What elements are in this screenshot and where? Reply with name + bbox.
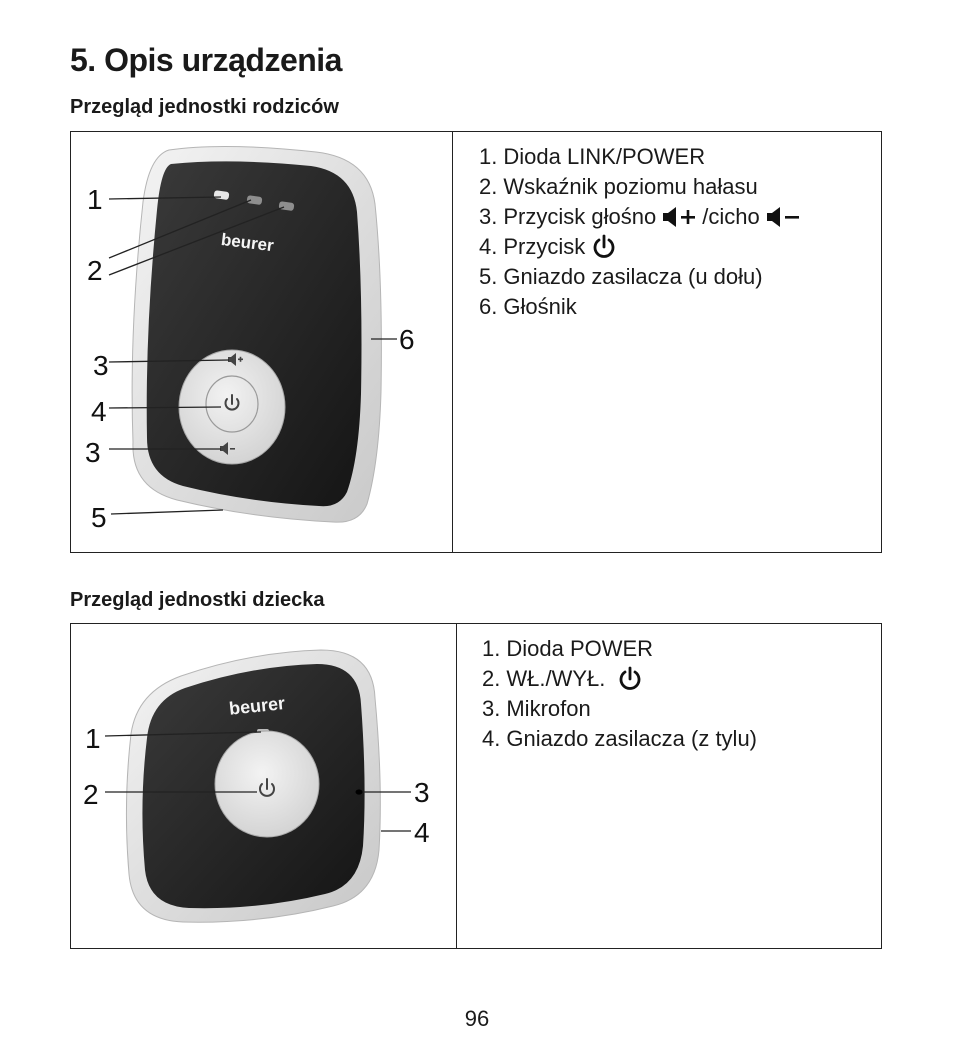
list-item: 5. Gniazdo zasilacza (u dołu): [479, 264, 763, 289]
baby-unit-heading: Przegląd jednostki dziecka: [70, 589, 325, 611]
parent-unit-drawing: [71, 132, 452, 552]
baby-unit-drawing: [71, 624, 456, 948]
parent-callout-4: 4: [91, 396, 107, 427]
parent-callout-2: 2: [87, 255, 103, 286]
parent-brand-logo: beurer: [219, 230, 275, 256]
parent-unit-heading: Przegląd jednostki rodziców: [70, 96, 339, 118]
list-item: 6. Głośnik: [479, 294, 577, 319]
parent-callout-3a: 3: [93, 350, 109, 381]
baby-callout-2: 2: [83, 779, 99, 810]
page-number: 96: [464, 1006, 490, 1031]
baby-unit-illustration: [71, 624, 457, 948]
list-item: 2. Wskaźnik poziomu hałasu: [479, 174, 758, 199]
power-icon: [617, 666, 643, 692]
volume-down-icon: [766, 206, 806, 228]
list-item: 2. WŁ./WYŁ.: [482, 664, 757, 694]
baby-unit-panel: [70, 623, 882, 949]
baby-brand-logo: beurer: [228, 693, 286, 719]
baby-callout-3: 3: [414, 777, 430, 808]
parent-callout-3b: 3: [85, 437, 101, 468]
list-item: 1. Dioda POWER: [482, 636, 654, 661]
list-item: 3. Mikrofon: [482, 696, 591, 721]
list-item: 4. Gniazdo zasilacza (z tylu): [482, 726, 758, 751]
parent-callout-6: 6: [399, 324, 415, 355]
microphone-hole: [356, 789, 363, 794]
parent-callout-1: 1: [87, 184, 103, 215]
volume-up-icon: [662, 206, 702, 228]
parent-unit-legend: [479, 142, 806, 322]
list-item: 4. Przycisk: [479, 232, 806, 262]
baby-callout-1: 1: [85, 723, 101, 754]
list-item: 1. Dioda LINK/POWER: [479, 144, 706, 169]
parent-unit-illustration: [71, 132, 453, 552]
baby-callout-4: 4: [414, 817, 430, 848]
power-icon: [591, 234, 617, 260]
parent-unit-panel: [70, 131, 882, 553]
parent-callout-5: 5: [91, 502, 107, 533]
page-title: 5. Opis urządzenia: [70, 42, 342, 78]
baby-unit-legend: [482, 634, 757, 754]
list-item: 3. Przycisk głośno /cicho: [479, 202, 806, 232]
